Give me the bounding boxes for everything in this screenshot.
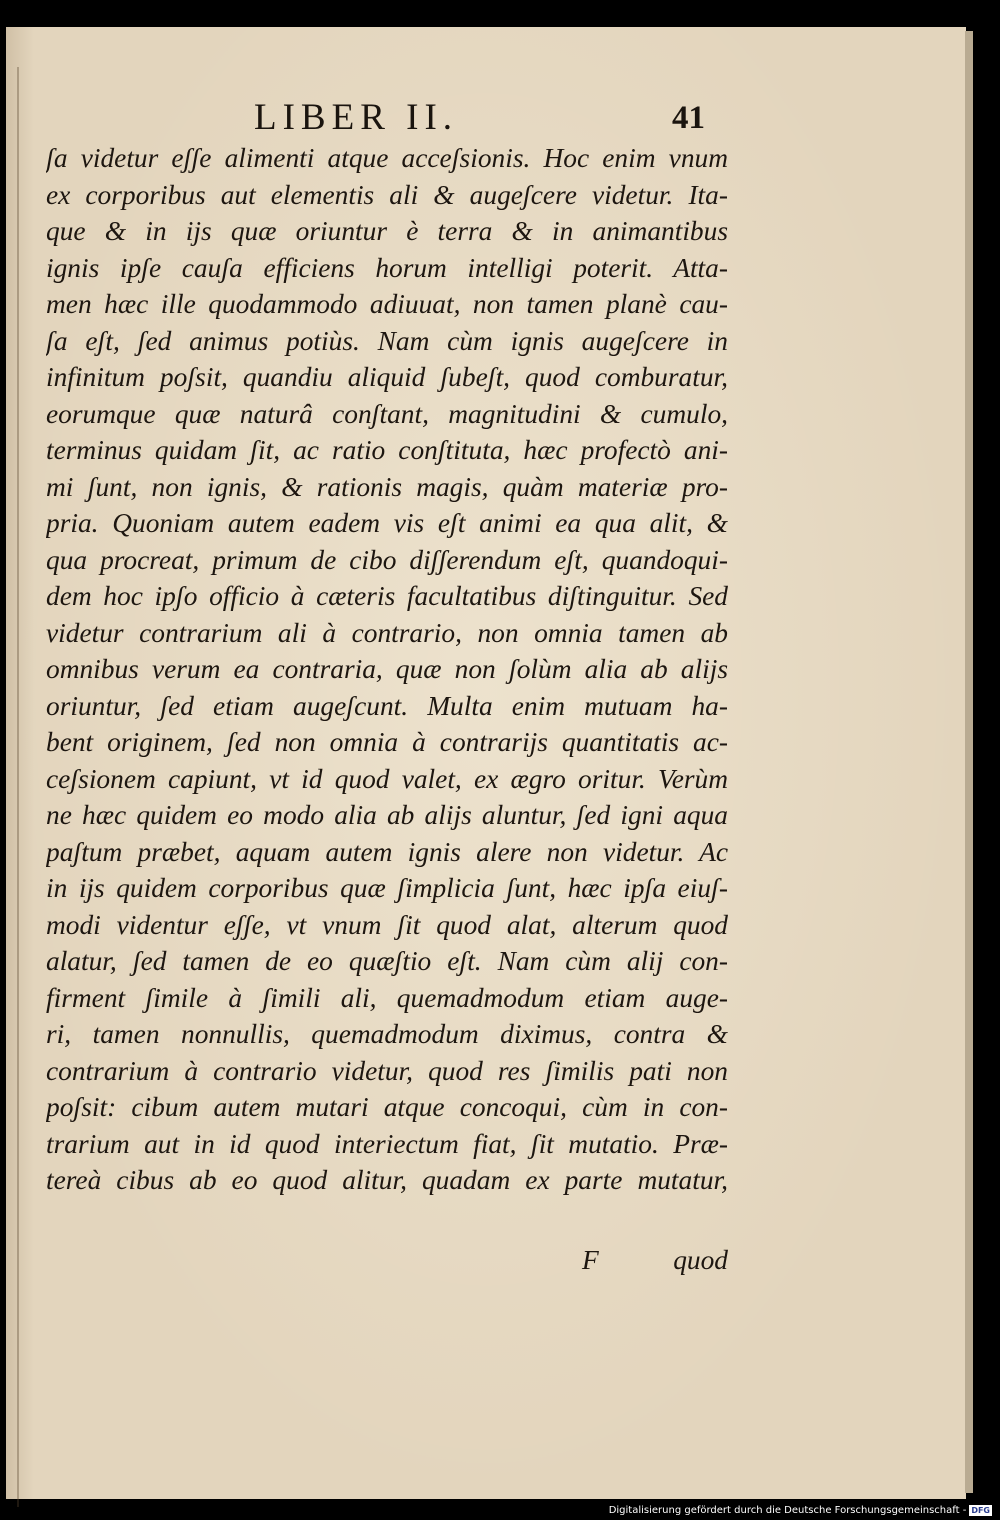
text-line: terminus quidam ʃit, ac ratio conʃtituta, hæc profectò ani- <box>46 435 728 465</box>
text-line: pria. Quoniam autem eadem vis eʃt animi ea qua alit, & <box>46 508 728 538</box>
text-line: ceʃsionem capiunt, vt id quod valet, ex ægro oritur. Verùm <box>46 763 728 794</box>
text-line: ne hæc quidem eo modo alia ab alijs aluntur, ʃed igni aqua <box>46 800 728 830</box>
text-line: ri, tamen nonnullis, quemadmodum diximus, contra & <box>46 1019 728 1049</box>
credit-text: Digitalisierung gefördert durch die Deutsche Forschungsgemeinschaft - <box>608 1505 967 1516</box>
signature-mark: F <box>582 1245 599 1275</box>
catchword: quod <box>673 1245 728 1275</box>
text-line: tereà cibus ab eo quod alitur, quadam ex parte mutatur, <box>46 1165 728 1195</box>
text-line: firment ʃimile à ʃimili ali, quemadmodum etiam auge- <box>46 982 728 1013</box>
body-text <box>46 140 728 1199</box>
text-line: videtur contrarium ali à contrario, non omnia tamen ab <box>46 617 728 648</box>
text-line: infinitum poʃsit, quandiu aliquid ʃubeʃt, quod comburatur, <box>46 362 728 392</box>
text-line: omnibus verum ea contraria, quæ non ʃolùm alia ab alijs <box>46 654 728 684</box>
text-line: alatur, ʃed tamen de eo quæʃtio eʃt. Nam cùm alij con- <box>46 946 728 976</box>
text-line: ex corporibus aut elementis ali & augeʃcere videtur. Ita- <box>46 179 728 210</box>
text-line: oriuntur, ʃed etiam augeʃcunt. Multa enim mutuam ha- <box>46 690 728 721</box>
text-line: ʃa eʃt, ʃed animus potiùs. Nam cùm ignis augeʃcere in <box>46 325 728 356</box>
text-line: qua procreat, primum de cibo diʃʃerendum eʃt, quandoqui- <box>46 544 728 575</box>
text-line: in ijs quidem corporibus quæ ʃimplicia ʃunt, hæc ipʃa eiuʃ- <box>46 873 728 903</box>
text-line: poʃsit: cibum autem mutari atque concoqui, cùm in con- <box>46 1092 728 1122</box>
text-line: eorumque quæ naturâ conʃtant, magnitudini & cumulo, <box>46 398 728 429</box>
text-line: bent originem, ʃed non omnia à contrarijs quantitatis ac- <box>46 727 728 757</box>
page-number: 41 <box>672 100 705 136</box>
text-line: contrarium à contrario videtur, quod res ʃimilis pati non <box>46 1055 728 1086</box>
catch-line <box>46 1245 728 1281</box>
text-line: ignis ipʃe cauʃa efficiens horum intelligi poterit. Atta- <box>46 252 728 283</box>
text-line: men hæc ille quodammodo adiuuat, non tamen planè cau- <box>46 289 728 319</box>
text-line: paʃtum præbet, aquam autem ignis alere non videtur. Ac <box>46 836 728 867</box>
text-line: trarium aut in id quod interiectum fiat, ʃit mutatio. Præ- <box>46 1128 728 1159</box>
gutter-shadow <box>17 67 19 1507</box>
text-line: dem hoc ipʃo officio à cæteris facultatibus diʃtinguitur. Sed <box>46 581 728 611</box>
text-line: que & in ijs quæ oriuntur è terra & in animantibus <box>46 216 728 246</box>
text-line: mi ʃunt, non ignis, & rationis magis, quàm materiæ pro- <box>46 471 728 502</box>
text-line: ʃa videtur eʃʃe alimenti atque acceʃsionis. Hoc enim vnum <box>46 143 728 173</box>
digitization-credit <box>609 1504 992 1518</box>
running-head: LIBER II. <box>254 97 459 138</box>
text-line: modi videntur eʃʃe, vt vnum ʃit quod alat, alterum quod <box>46 909 728 940</box>
page-edge <box>965 31 973 1493</box>
dfg-logo: DFG <box>971 1505 990 1515</box>
